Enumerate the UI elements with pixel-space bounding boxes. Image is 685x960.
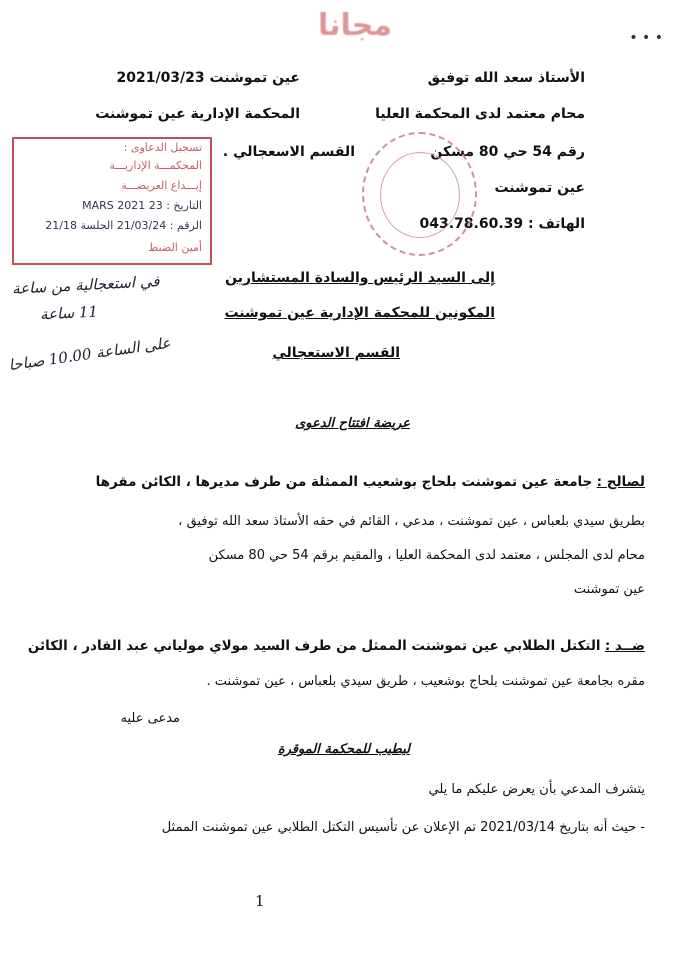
lawyer-address: رقم 54 حي 80 مسكن (430, 144, 585, 160)
body-line1: يتشرف المدعي بأن يعرض عليكم ما يلي (428, 782, 645, 797)
stamp-number: الرقم : 21/03/24 الجلسة 21/18 (45, 219, 202, 232)
stamp-clerk: أمين الضبط (148, 241, 202, 254)
lawyer-name: الأستاذ سعد الله توفيق (427, 70, 585, 86)
handwritten-note: في استعجالية من ساعة (11, 272, 160, 298)
plaintiff-line4: عين تموشنت (573, 582, 645, 597)
lawyer-city: عين تموشنت (494, 180, 585, 196)
page-number: 1 (255, 892, 265, 910)
place-date: عين تموشنت 2021/03/23 (116, 70, 300, 86)
court-section: القسم الاسعجالي . (222, 144, 355, 160)
handwritten-note: 11 ساعة (39, 302, 99, 324)
stamp-line: المحكمـــة الإداريـــة (109, 159, 202, 172)
defendant-line2: مقره بجامعة عين تموشنت بلحاج بوشعيب ، طريق سيدي بلعباس ، عين تموشنت . (206, 674, 645, 689)
registration-stamp (12, 137, 212, 265)
addressee-line1: إلى السيد الرئيس والسادة المستشارين (225, 270, 495, 286)
lawyer-title: محام معتمد لدى المحكمة العليا (375, 106, 585, 122)
defendant-role: مدعى عليه (120, 711, 180, 726)
lawyer-phone: الهاتف : 043.78.60.39 (419, 216, 585, 232)
addressee-line3: القسم الاستعجالي (272, 345, 400, 361)
defendant-line1 (28, 638, 645, 654)
handwritten-note: على الساعة 10.00 صباحا (7, 333, 172, 375)
plaintiff-line2: بطريق سيدي بلعباس ، عين تموشنت ، مدعي ، القائم في حقه الأستاذ سعد الله توفيق ، (178, 514, 645, 529)
stamp-date: التاريخ : 23 MARS 2021 (82, 199, 202, 212)
plaintiff-text: جامعة عين تموشنت بلحاج بوشعيب الممثلة من طرف مديرها ، الكائن مقرها (95, 474, 593, 490)
body-line2: - حيث أنه بتاريخ 2021/03/14 تم الإعلان عن تأسيس التكتل الطلابي عين تموشنت الممثل (161, 820, 645, 835)
defendant-text: التكتل الطلابي عين تموشنت الممثل من طرف السيد مولاي مولياني عبد القادر ، الكائن (27, 638, 601, 654)
defendant-label: ضــد : (604, 638, 645, 654)
plaintiff-line3: محام لدى المجلس ، معتمد لدى المحكمة العليا ، والمقيم برقم 54 حي 80 مسكن (208, 548, 645, 563)
plaintiff-label: لصالح : (596, 474, 645, 490)
menu-dots-icon: • • • (629, 30, 663, 46)
stamp-line: إيـــداع العريضـــة (121, 179, 202, 192)
stamp-line: تسجيل الدعاوى : (123, 141, 202, 154)
addressee-line2: المكونين للمحكمة الإدارية عين تموشنت (224, 305, 495, 321)
plaintiff-line1 (96, 474, 645, 490)
free-stamp: مجانا (318, 8, 392, 43)
court-address: ليطيب للمحكمة الموقرة (277, 742, 410, 757)
document-title: عريضة افتتاح الدعوى (295, 416, 410, 431)
court-seal (362, 132, 477, 256)
court-name: المحكمة الإدارية عين تموشنت (95, 106, 300, 122)
